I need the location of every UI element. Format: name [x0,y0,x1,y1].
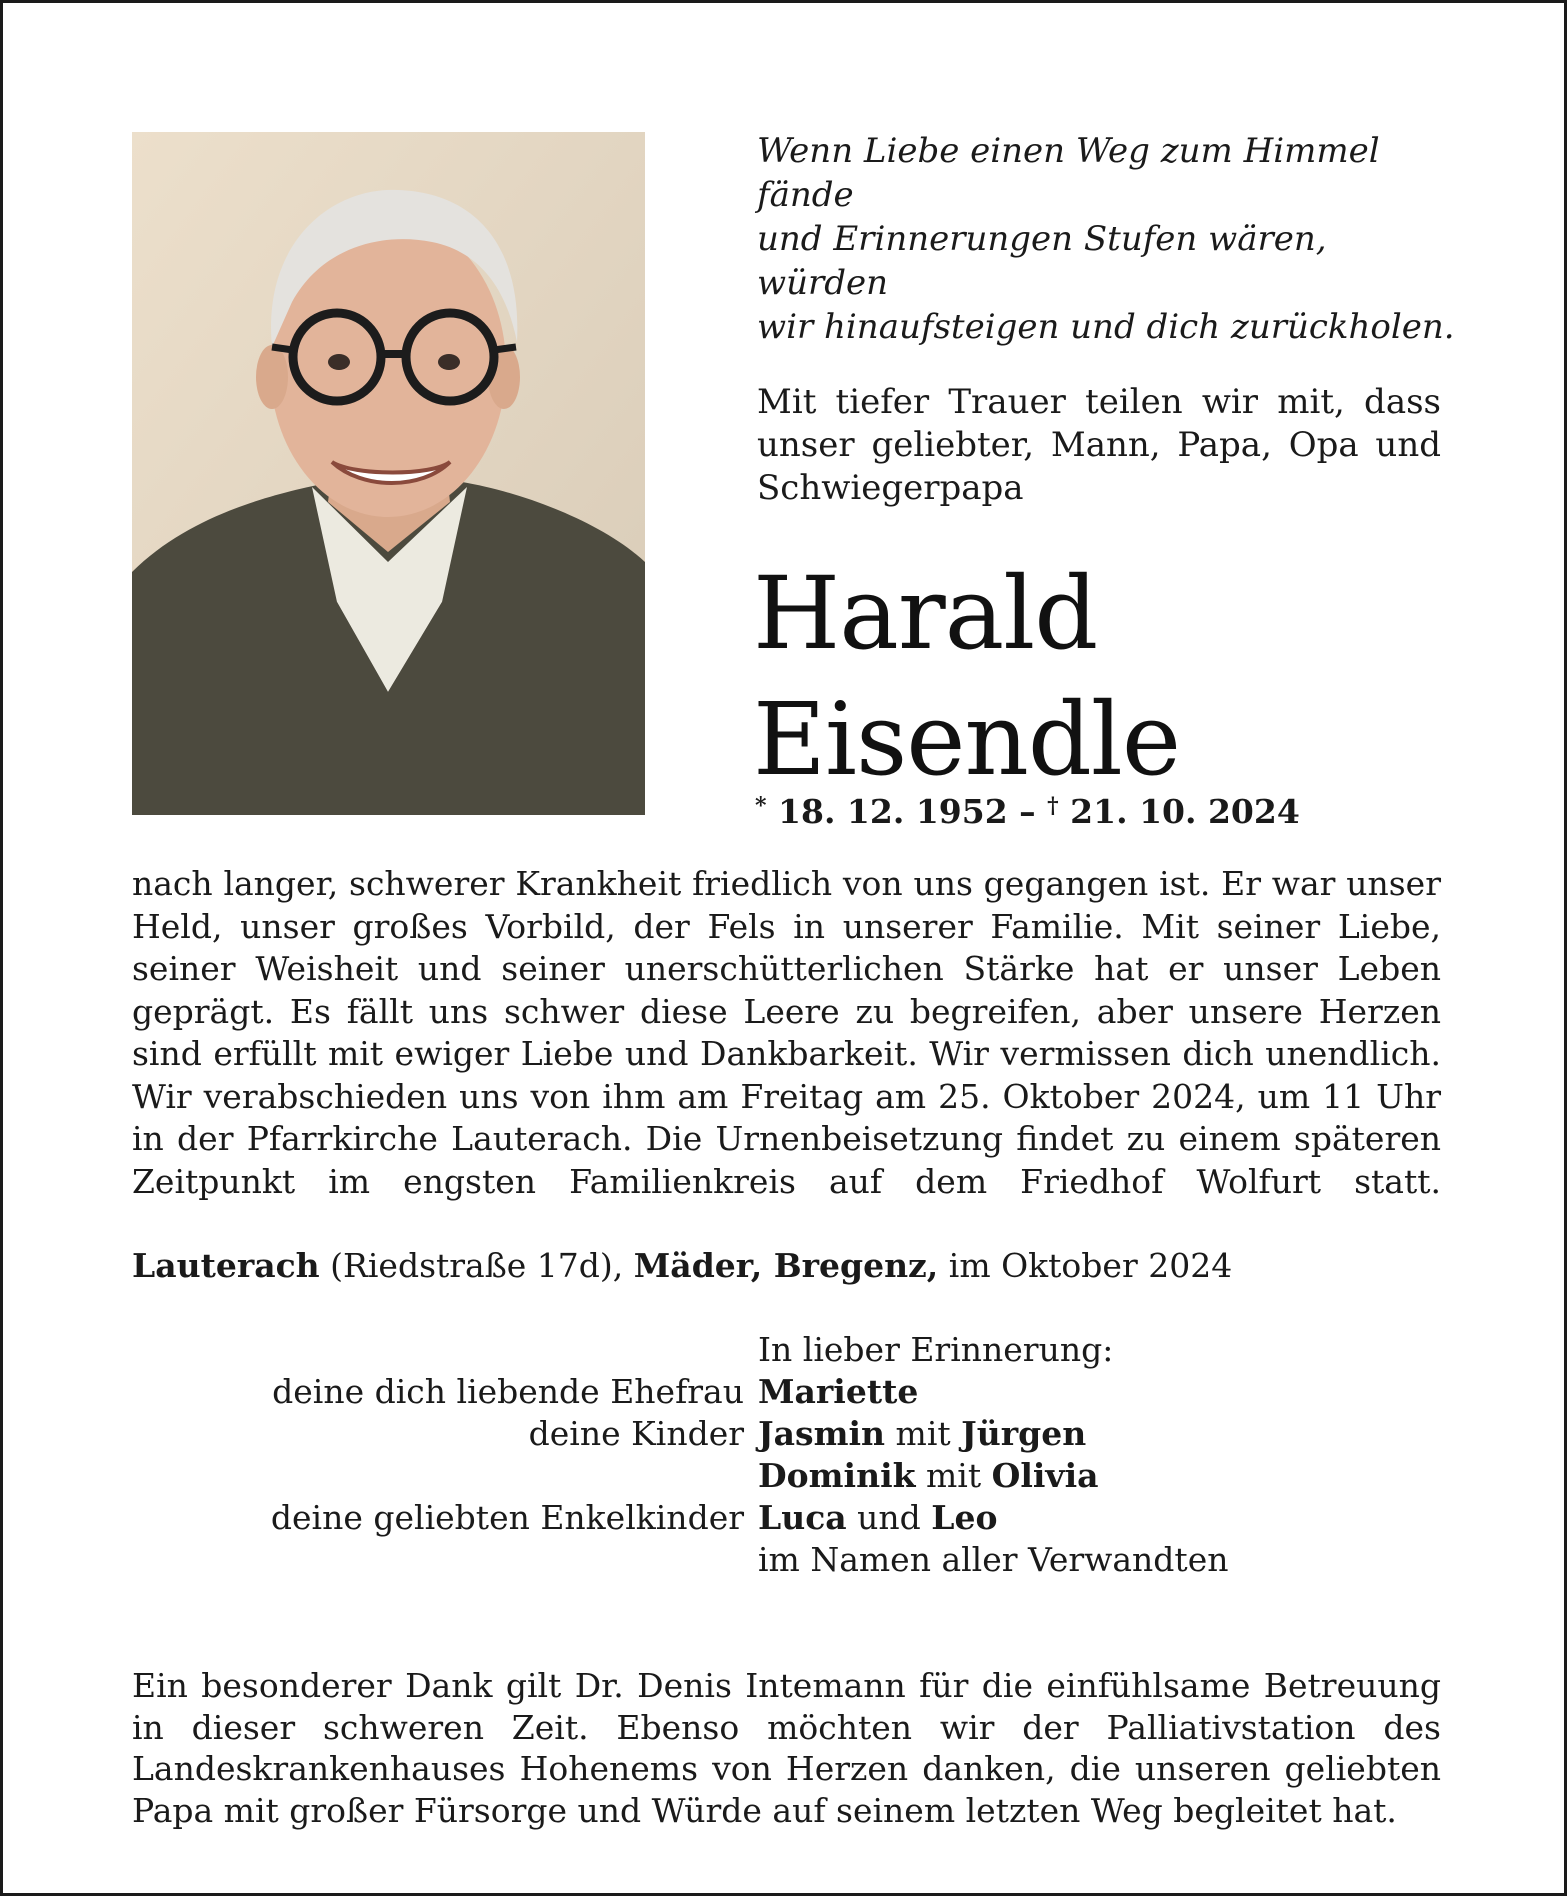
mourners-heading: In lieber Erinnerung: [758,1330,1114,1369]
child-name: Jasmin [758,1414,886,1453]
mourners-heading-row [132,1329,1441,1371]
grandchild-name: Luca [758,1498,847,1537]
deceased-name [753,551,1453,803]
grandchildren-label: deine geliebten Enkelkinder [270,1498,744,1537]
obituary-body: nach langer, schwerer Krankheit friedlich von uns gegangen ist. Er war unser Held, unser großes Vorbild, der Fels in unserer Familie. Mit seiner Liebe, seiner Weisheit und seiner unerschütterlichen Stärke hat er unser Leben geprägt. Es fällt uns schwer diese Leere zu begreifen, aber unsere Herzen sind erfüllt mit ewiger Liebe und Dankbarkeit. Wir vermissen dich unendlich. Wir verabschieden uns von ihm am Freitag am 25. Oktober 2024, um 11 Uhr in der Pfarrkirche Lauterach. Die Urnenbeisetzung findet zu einem späteren Zeitpunkt im engsten Familienkreis auf dem Friedhof Wolfurt statt. [132,864,1441,1201]
thanks-paragraph: Ein besonderer Dank gilt Dr. Denis Intemann für die einfühlsame Betreuung in dieser schweren Zeit. Ebenso möchten wir der Palliativstation des Landeskrankenhauses Hohenems von Herzen danken, die unseren geliebten Papa mit großer Fürsorge und Würde auf seinem letzten Weg begleitet hat. [132,1666,1441,1830]
wife-name: Mariette [758,1372,919,1411]
place-address: (Riedstraße 17d), [319,1246,634,1285]
children-label: deine Kinder [528,1414,744,1453]
place-towns: Mäder, Bregenz, [633,1246,939,1285]
mourner-row-wife [132,1371,1441,1413]
mourners-list [132,1329,1441,1581]
grandchild-name: Leo [931,1498,998,1537]
portrait-illustration [132,132,645,815]
birth-symbol: * [755,793,767,819]
mourner-row-children: deine Kinder Jasmin mit Jürgen [132,1413,1441,1455]
wife-label: deine dich liebende Ehefrau [272,1372,744,1411]
memorial-quote: Wenn Liebe einen Weg zum Himmel fände und Erinnerungen Stufen wären, würden wir hinaufsteigen und dich zurückholen. [757,131,1455,347]
place-date: im Oktober 2024 [938,1246,1233,1285]
date-separator: – [1007,792,1048,831]
death-symbol: † [1047,793,1059,819]
mourner-row-grandchildren: deine geliebten Enkelkinder Luca und Leo [132,1497,1441,1539]
partner-name: Olivia [991,1456,1099,1495]
place-date-line [132,1245,1441,1287]
relatives-line: im Namen aller Verwandten [758,1540,1229,1579]
deceased-last-name: Eisendle [753,681,1181,798]
life-dates [755,786,1455,832]
place-town: Lauterach [132,1246,320,1285]
birth-date: 18. 12. 1952 [778,792,1008,831]
portrait-photo [132,132,645,815]
death-date: 21. 10. 2024 [1070,792,1300,831]
partner-name: Jürgen [961,1414,1087,1453]
child-name: Dominik [758,1456,916,1495]
mourner-row-children-2: Dominik mit Olivia [758,1456,1099,1495]
announcement-intro: Mit tiefer Trauer teilen wir mit, dass unser geliebter, Mann, Papa, Opa und Schwiegerpapa [757,382,1441,508]
deceased-first-name: Harald [753,555,1098,672]
mourner-row-relatives [132,1539,1441,1581]
